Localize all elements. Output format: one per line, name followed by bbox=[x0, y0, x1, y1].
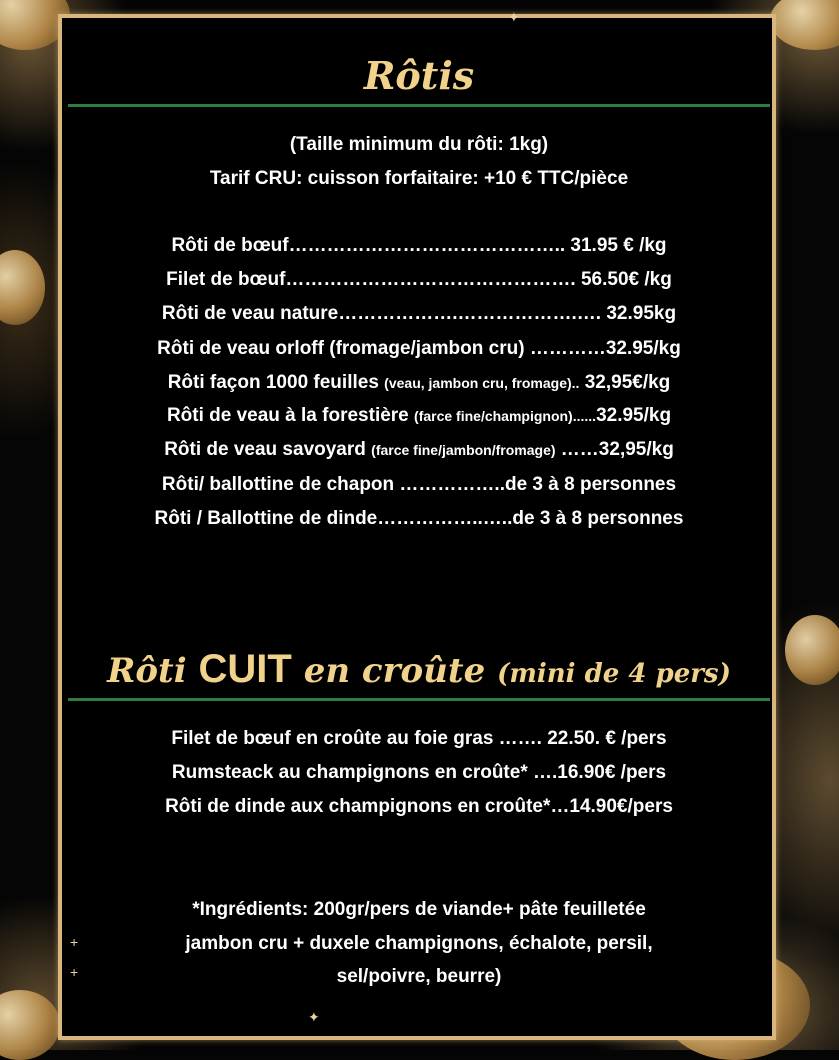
sparkle-icon: ✦ bbox=[508, 9, 520, 25]
sparkle-icon: ✦ bbox=[308, 1009, 320, 1025]
menu-item: Rôti / Ballottine de dinde……………..…..de 3 à 8 personnes bbox=[154, 508, 684, 529]
menu-item: Rumsteack au champignons en croûte* ….16.90€ /pers bbox=[171, 762, 667, 783]
menu-item: Rôti/ ballottine de chapon ……………..de 3 à 8 personnes bbox=[161, 474, 677, 495]
roti-section-title: Rôtis bbox=[363, 53, 475, 98]
gold-ornament-right bbox=[785, 615, 839, 685]
sparkle-icon: + bbox=[70, 934, 79, 950]
menu-item: Rôti de veau savoyard (farce fine/jambon/fromage) ……32,95/kg bbox=[164, 439, 674, 460]
section-divider bbox=[68, 104, 770, 107]
menu-item: Filet de bœuf en croûte au foie gras ……. 22.50. € /pers bbox=[171, 728, 667, 749]
ingredients-note: *Ingrédients: 200gr/pers de viande+ pâte feuilletée bbox=[192, 899, 646, 920]
gold-ornament-top-right bbox=[770, 0, 839, 50]
gold-ornament-left bbox=[0, 250, 45, 325]
menu-item: Rôti de dinde aux champignons en croûte*…14.90€/pers bbox=[165, 796, 673, 817]
note-line: (Taille minimum du rôti: 1kg) bbox=[289, 134, 549, 155]
menu-item: Rôti de bœuf…………………………………….. 31.95 € /kg bbox=[171, 235, 667, 256]
menu-item: Rôti de veau nature……………….……………….…. 32.95kg bbox=[161, 303, 677, 324]
menu-item: Rôti de veau à la forestière (farce fine/champignon)......32.95/kg bbox=[166, 405, 672, 426]
ingredients-note: jambon cru + duxele champignons, échalote, persil, bbox=[185, 933, 653, 954]
sparkle-icon: + bbox=[70, 964, 79, 980]
section-divider bbox=[68, 698, 770, 701]
ingredients-note: sel/poivre, beurre) bbox=[336, 966, 502, 987]
menu-item: Rôti façon 1000 feuilles (veau, jambon cru, fromage).. 32,95€/kg bbox=[167, 372, 671, 393]
menu-item: Filet de bœuf………………………………………. 56.50€ /kg bbox=[166, 269, 672, 290]
menu-item: Rôti de veau orloff (fromage/jambon cru) …………32.95/kg bbox=[157, 338, 681, 359]
cuit-section-title: Rôti CUIT en croûte (mini de 4 pers) bbox=[107, 647, 731, 691]
note-line: Tarif CRU: cuisson forfaitaire: +10 € TTC/pièce bbox=[209, 168, 629, 189]
